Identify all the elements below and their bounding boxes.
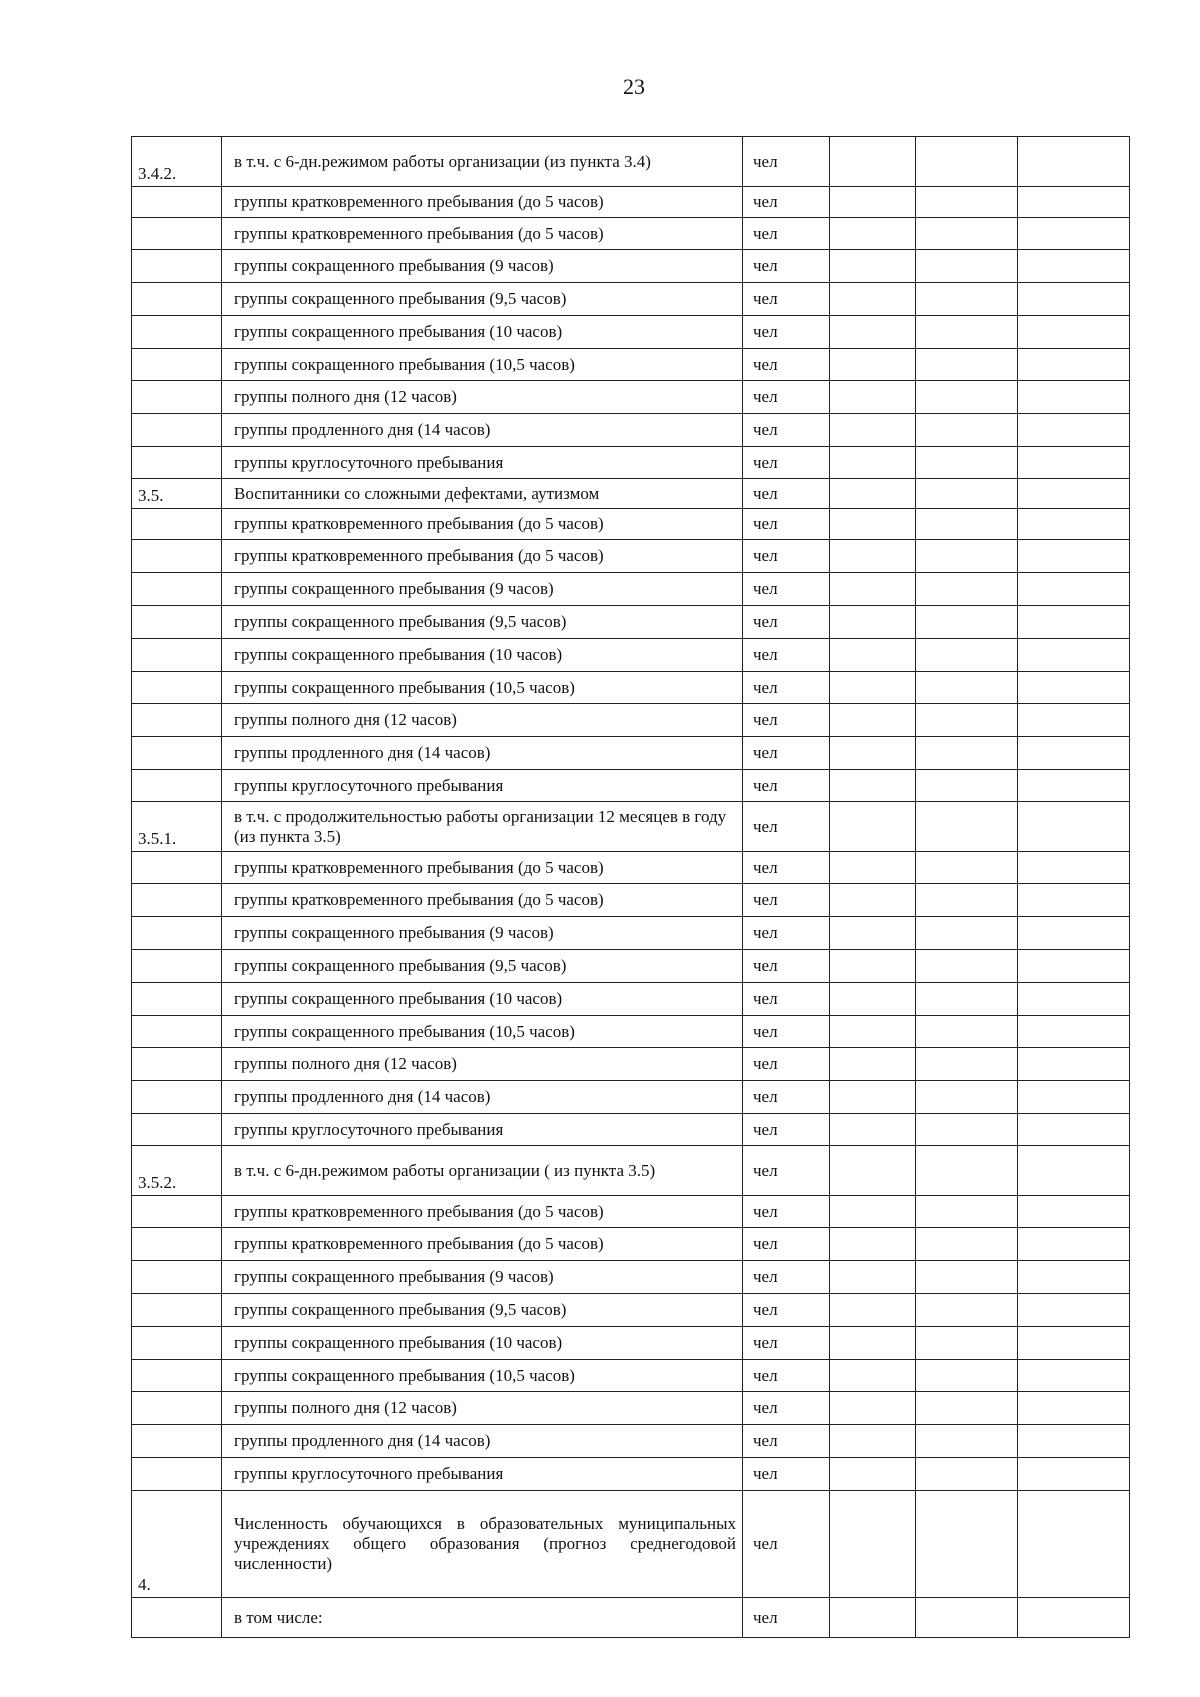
empty-value-cell bbox=[1018, 218, 1130, 250]
empty-value-cell bbox=[1018, 1458, 1130, 1491]
empty-value-cell bbox=[1018, 1081, 1130, 1114]
empty-value-cell bbox=[830, 639, 916, 672]
row-unit-cell: чел bbox=[743, 349, 830, 381]
row-unit-cell: чел bbox=[743, 447, 830, 479]
empty-value-cell bbox=[1018, 137, 1130, 187]
empty-value-cell bbox=[916, 573, 1018, 606]
row-unit-cell: чел bbox=[743, 704, 830, 737]
table-row bbox=[132, 316, 1130, 349]
row-number-cell bbox=[132, 218, 222, 250]
row-number-cell bbox=[132, 1458, 222, 1491]
table-row bbox=[132, 802, 1130, 852]
table-row bbox=[132, 283, 1130, 316]
empty-value-cell bbox=[1018, 414, 1130, 447]
table-row bbox=[132, 218, 1130, 250]
row-number-cell bbox=[132, 704, 222, 737]
row-number-cell bbox=[132, 852, 222, 884]
row-description-cell: группы сокращенного пребывания (10 часов) bbox=[222, 983, 743, 1016]
empty-value-cell bbox=[1018, 509, 1130, 540]
empty-value-cell bbox=[916, 187, 1018, 218]
table-row bbox=[132, 1392, 1130, 1425]
empty-value-cell bbox=[1018, 573, 1130, 606]
row-number-cell bbox=[132, 1196, 222, 1228]
page-number: 23 bbox=[623, 74, 645, 99]
table-row bbox=[132, 737, 1130, 770]
row-number-cell bbox=[132, 1048, 222, 1081]
row-description-cell: группы круглосуточного пребывания bbox=[222, 1458, 743, 1491]
empty-value-cell bbox=[916, 639, 1018, 672]
empty-value-cell bbox=[916, 540, 1018, 573]
row-description-cell: группы сокращенного пребывания (10 часов) bbox=[222, 639, 743, 672]
table-row bbox=[132, 1196, 1130, 1228]
empty-value-cell bbox=[916, 1491, 1018, 1598]
row-unit-cell: чел bbox=[743, 1081, 830, 1114]
row-unit-cell: чел bbox=[743, 1228, 830, 1261]
row-number-cell bbox=[132, 639, 222, 672]
table-row bbox=[132, 1114, 1130, 1146]
row-number-cell bbox=[132, 606, 222, 639]
empty-value-cell bbox=[916, 479, 1018, 509]
empty-value-cell bbox=[1018, 1425, 1130, 1458]
empty-value-cell bbox=[830, 447, 916, 479]
empty-value-cell bbox=[830, 540, 916, 573]
row-unit-cell: чел bbox=[743, 509, 830, 540]
row-description-cell: группы сокращенного пребывания (9,5 часов) bbox=[222, 283, 743, 316]
empty-value-cell bbox=[830, 1491, 916, 1598]
empty-value-cell bbox=[916, 1360, 1018, 1392]
row-unit-cell: чел bbox=[743, 884, 830, 917]
row-description-cell: группы кратковременного пребывания (до 5 часов) bbox=[222, 852, 743, 884]
empty-value-cell bbox=[1018, 672, 1130, 704]
table-row bbox=[132, 1598, 1130, 1638]
empty-value-cell bbox=[916, 1146, 1018, 1196]
table-row bbox=[132, 137, 1130, 187]
empty-value-cell bbox=[916, 218, 1018, 250]
empty-value-cell bbox=[1018, 479, 1130, 509]
table-row bbox=[132, 250, 1130, 283]
row-number-cell bbox=[132, 1392, 222, 1425]
row-number-cell: 3.5.2. bbox=[132, 1146, 222, 1196]
row-number-cell bbox=[132, 1598, 222, 1638]
empty-value-cell bbox=[830, 672, 916, 704]
empty-value-cell bbox=[1018, 1228, 1130, 1261]
table-row bbox=[132, 884, 1130, 917]
row-description-cell: группы продленного дня (14 часов) bbox=[222, 414, 743, 447]
row-number-cell bbox=[132, 1425, 222, 1458]
row-number-cell bbox=[132, 1016, 222, 1048]
row-description-cell: группы кратковременного пребывания (до 5 часов) bbox=[222, 509, 743, 540]
row-description-cell: группы круглосуточного пребывания bbox=[222, 770, 743, 802]
empty-value-cell bbox=[1018, 852, 1130, 884]
row-number-cell bbox=[132, 672, 222, 704]
row-description-cell: группы продленного дня (14 часов) bbox=[222, 1425, 743, 1458]
row-number-cell bbox=[132, 573, 222, 606]
row-unit-cell: чел bbox=[743, 414, 830, 447]
table-row bbox=[132, 852, 1130, 884]
empty-value-cell bbox=[830, 381, 916, 414]
row-description-cell: группы сокращенного пребывания (9,5 часов) bbox=[222, 606, 743, 639]
row-unit-cell: чел bbox=[743, 316, 830, 349]
empty-value-cell bbox=[916, 1294, 1018, 1327]
row-number-cell bbox=[132, 316, 222, 349]
empty-value-cell bbox=[1018, 770, 1130, 802]
table-row bbox=[132, 1261, 1130, 1294]
row-unit-cell: чел bbox=[743, 1491, 830, 1598]
row-unit-cell: чел bbox=[743, 540, 830, 573]
row-unit-cell: чел bbox=[743, 672, 830, 704]
empty-value-cell bbox=[830, 1261, 916, 1294]
table-row bbox=[132, 1327, 1130, 1360]
empty-value-cell bbox=[830, 414, 916, 447]
table-row bbox=[132, 414, 1130, 447]
empty-value-cell bbox=[1018, 983, 1130, 1016]
row-description-cell: группы сокращенного пребывания (10,5 часов) bbox=[222, 1360, 743, 1392]
table-row bbox=[132, 672, 1130, 704]
empty-value-cell bbox=[1018, 1146, 1130, 1196]
empty-value-cell bbox=[1018, 1048, 1130, 1081]
row-unit-cell: чел bbox=[743, 573, 830, 606]
empty-value-cell bbox=[1018, 737, 1130, 770]
empty-value-cell bbox=[1018, 1114, 1130, 1146]
row-description-cell: группы сокращенного пребывания (9 часов) bbox=[222, 250, 743, 283]
empty-value-cell bbox=[916, 950, 1018, 983]
table-row bbox=[132, 479, 1130, 509]
empty-value-cell bbox=[830, 1081, 916, 1114]
table-row bbox=[132, 983, 1130, 1016]
row-unit-cell: чел bbox=[743, 1294, 830, 1327]
row-unit-cell: чел bbox=[743, 479, 830, 509]
empty-value-cell bbox=[830, 737, 916, 770]
table-row bbox=[132, 917, 1130, 950]
empty-value-cell bbox=[830, 1598, 916, 1638]
empty-value-cell bbox=[830, 606, 916, 639]
row-number-cell bbox=[132, 1228, 222, 1261]
row-description-cell: группы круглосуточного пребывания bbox=[222, 1114, 743, 1146]
empty-value-cell bbox=[916, 283, 1018, 316]
row-number-cell: 3.5. bbox=[132, 479, 222, 509]
empty-value-cell bbox=[916, 349, 1018, 381]
empty-value-cell bbox=[916, 509, 1018, 540]
empty-value-cell bbox=[1018, 802, 1130, 852]
row-unit-cell: чел bbox=[743, 250, 830, 283]
row-number-cell bbox=[132, 509, 222, 540]
row-unit-cell: чел bbox=[743, 1016, 830, 1048]
empty-value-cell bbox=[830, 1016, 916, 1048]
row-number-cell bbox=[132, 187, 222, 218]
row-number-cell: 4. bbox=[132, 1491, 222, 1598]
empty-value-cell bbox=[1018, 639, 1130, 672]
empty-value-cell bbox=[916, 884, 1018, 917]
row-number-cell bbox=[132, 1360, 222, 1392]
empty-value-cell bbox=[1018, 187, 1130, 218]
row-unit-cell: чел bbox=[743, 1392, 830, 1425]
table-row bbox=[132, 447, 1130, 479]
row-number-cell bbox=[132, 1081, 222, 1114]
row-description-cell: группы сокращенного пребывания (10,5 часов) bbox=[222, 1016, 743, 1048]
row-number-cell bbox=[132, 414, 222, 447]
row-number-cell bbox=[132, 737, 222, 770]
empty-value-cell bbox=[830, 1228, 916, 1261]
empty-value-cell bbox=[916, 1598, 1018, 1638]
empty-value-cell bbox=[916, 1114, 1018, 1146]
empty-value-cell bbox=[830, 884, 916, 917]
empty-value-cell bbox=[1018, 704, 1130, 737]
empty-value-cell bbox=[830, 1360, 916, 1392]
table-row bbox=[132, 704, 1130, 737]
table-row bbox=[132, 1458, 1130, 1491]
indicators-table bbox=[131, 136, 1130, 1638]
row-number-cell: 3.4.2. bbox=[132, 137, 222, 187]
empty-value-cell bbox=[1018, 316, 1130, 349]
empty-value-cell bbox=[830, 1146, 916, 1196]
row-number-cell bbox=[132, 1261, 222, 1294]
table-row bbox=[132, 1491, 1130, 1598]
empty-value-cell bbox=[830, 283, 916, 316]
row-unit-cell: чел bbox=[743, 381, 830, 414]
empty-value-cell bbox=[916, 1458, 1018, 1491]
row-number-cell bbox=[132, 770, 222, 802]
table-row bbox=[132, 1016, 1130, 1048]
table-row bbox=[132, 1081, 1130, 1114]
row-description-cell: группы сокращенного пребывания (9 часов) bbox=[222, 573, 743, 606]
empty-value-cell bbox=[916, 1228, 1018, 1261]
empty-value-cell bbox=[1018, 1016, 1130, 1048]
row-description-cell: в т.ч. с 6-дн.режимом работы организации ( из пункта 3.5) bbox=[222, 1146, 743, 1196]
empty-value-cell bbox=[916, 802, 1018, 852]
row-description-cell: группы продленного дня (14 часов) bbox=[222, 737, 743, 770]
empty-value-cell bbox=[916, 250, 1018, 283]
empty-value-cell bbox=[830, 704, 916, 737]
empty-value-cell bbox=[830, 137, 916, 187]
empty-value-cell bbox=[916, 770, 1018, 802]
row-unit-cell: чел bbox=[743, 1425, 830, 1458]
empty-value-cell bbox=[830, 1425, 916, 1458]
row-description-cell: в т.ч. с продолжительностью работы организации 12 месяцев в году (из пункта 3.5) bbox=[222, 802, 743, 852]
empty-value-cell bbox=[830, 950, 916, 983]
row-unit-cell: чел bbox=[743, 1598, 830, 1638]
row-description-cell: группы полного дня (12 часов) bbox=[222, 1392, 743, 1425]
empty-value-cell bbox=[830, 316, 916, 349]
empty-value-cell bbox=[916, 1016, 1018, 1048]
table-row bbox=[132, 381, 1130, 414]
empty-value-cell bbox=[916, 316, 1018, 349]
row-unit-cell: чел bbox=[743, 737, 830, 770]
row-number-cell bbox=[132, 1114, 222, 1146]
row-description-cell: группы сокращенного пребывания (9 часов) bbox=[222, 1261, 743, 1294]
row-description-cell: Численность обучающихся в образовательных муниципальных учреждениях общего образования (прогноз среднегодовой численности) bbox=[222, 1491, 743, 1598]
row-description-cell: Воспитанники со сложными дефектами, аутизмом bbox=[222, 479, 743, 509]
row-number-cell bbox=[132, 250, 222, 283]
empty-value-cell bbox=[1018, 917, 1130, 950]
table-row bbox=[132, 349, 1130, 381]
empty-value-cell bbox=[830, 509, 916, 540]
empty-value-cell bbox=[830, 983, 916, 1016]
row-description-cell: группы кратковременного пребывания (до 5 часов) bbox=[222, 540, 743, 573]
row-description-cell: группы сокращенного пребывания (9,5 часов) bbox=[222, 950, 743, 983]
empty-value-cell bbox=[916, 1196, 1018, 1228]
empty-value-cell bbox=[830, 1114, 916, 1146]
empty-value-cell bbox=[916, 447, 1018, 479]
empty-value-cell bbox=[1018, 540, 1130, 573]
table-row bbox=[132, 1425, 1130, 1458]
table-row bbox=[132, 540, 1130, 573]
empty-value-cell bbox=[1018, 381, 1130, 414]
empty-value-cell bbox=[916, 137, 1018, 187]
row-unit-cell: чел bbox=[743, 1327, 830, 1360]
empty-value-cell bbox=[830, 852, 916, 884]
empty-value-cell bbox=[1018, 1294, 1130, 1327]
empty-value-cell bbox=[1018, 950, 1130, 983]
row-description-cell: группы сокращенного пребывания (10 часов) bbox=[222, 1327, 743, 1360]
empty-value-cell bbox=[916, 737, 1018, 770]
empty-value-cell bbox=[916, 1048, 1018, 1081]
empty-value-cell bbox=[1018, 606, 1130, 639]
empty-value-cell bbox=[830, 573, 916, 606]
empty-value-cell bbox=[830, 187, 916, 218]
row-unit-cell: чел bbox=[743, 606, 830, 639]
table-row bbox=[132, 1294, 1130, 1327]
row-description-cell: в том числе: bbox=[222, 1598, 743, 1638]
empty-value-cell bbox=[830, 250, 916, 283]
row-number-cell bbox=[132, 1327, 222, 1360]
table-row bbox=[132, 950, 1130, 983]
row-description-cell: группы полного дня (12 часов) bbox=[222, 1048, 743, 1081]
table-row bbox=[132, 1360, 1130, 1392]
row-number-cell bbox=[132, 283, 222, 316]
row-description-cell: группы сокращенного пребывания (9,5 часов) bbox=[222, 1294, 743, 1327]
row-unit-cell: чел bbox=[743, 1146, 830, 1196]
row-unit-cell: чел bbox=[743, 187, 830, 218]
empty-value-cell bbox=[1018, 447, 1130, 479]
table-body bbox=[132, 137, 1130, 1638]
empty-value-cell bbox=[830, 1294, 916, 1327]
row-unit-cell: чел bbox=[743, 1196, 830, 1228]
empty-value-cell bbox=[830, 218, 916, 250]
table-row bbox=[132, 187, 1130, 218]
empty-value-cell bbox=[830, 802, 916, 852]
row-description-cell: группы полного дня (12 часов) bbox=[222, 704, 743, 737]
row-unit-cell: чел bbox=[743, 802, 830, 852]
row-description-cell: группы сокращенного пребывания (9 часов) bbox=[222, 917, 743, 950]
row-number-cell bbox=[132, 540, 222, 573]
row-description-cell: группы сокращенного пребывания (10,5 часов) bbox=[222, 672, 743, 704]
row-description-cell: группы кратковременного пребывания (до 5 часов) bbox=[222, 1196, 743, 1228]
empty-value-cell bbox=[916, 852, 1018, 884]
row-number-cell bbox=[132, 1294, 222, 1327]
row-number-cell bbox=[132, 447, 222, 479]
empty-value-cell bbox=[830, 1048, 916, 1081]
row-description-cell: группы полного дня (12 часов) bbox=[222, 381, 743, 414]
empty-value-cell bbox=[916, 1261, 1018, 1294]
table-row bbox=[132, 1146, 1130, 1196]
empty-value-cell bbox=[1018, 1327, 1130, 1360]
empty-value-cell bbox=[916, 1392, 1018, 1425]
row-number-cell bbox=[132, 983, 222, 1016]
row-unit-cell: чел bbox=[743, 137, 830, 187]
table-row bbox=[132, 1048, 1130, 1081]
row-description-cell: группы кратковременного пребывания (до 5 часов) bbox=[222, 884, 743, 917]
row-unit-cell: чел bbox=[743, 639, 830, 672]
row-unit-cell: чел bbox=[743, 283, 830, 316]
row-unit-cell: чел bbox=[743, 218, 830, 250]
row-description-cell: группы круглосуточного пребывания bbox=[222, 447, 743, 479]
row-unit-cell: чел bbox=[743, 1114, 830, 1146]
empty-value-cell bbox=[916, 381, 1018, 414]
empty-value-cell bbox=[1018, 1360, 1130, 1392]
empty-value-cell bbox=[916, 414, 1018, 447]
row-unit-cell: чел bbox=[743, 1048, 830, 1081]
empty-value-cell bbox=[916, 1081, 1018, 1114]
table-row bbox=[132, 639, 1130, 672]
empty-value-cell bbox=[830, 1458, 916, 1491]
table-row bbox=[132, 509, 1130, 540]
empty-value-cell bbox=[830, 349, 916, 381]
table-row bbox=[132, 770, 1130, 802]
row-unit-cell: чел bbox=[743, 1458, 830, 1491]
row-description-cell: группы кратковременного пребывания (до 5 часов) bbox=[222, 1228, 743, 1261]
empty-value-cell bbox=[1018, 1598, 1130, 1638]
table-row bbox=[132, 1228, 1130, 1261]
row-description-cell: группы продленного дня (14 часов) bbox=[222, 1081, 743, 1114]
empty-value-cell bbox=[830, 1392, 916, 1425]
row-description-cell: в т.ч. с 6-дн.режимом работы организации (из пункта 3.4) bbox=[222, 137, 743, 187]
empty-value-cell bbox=[830, 1196, 916, 1228]
empty-value-cell bbox=[1018, 1196, 1130, 1228]
row-number-cell bbox=[132, 381, 222, 414]
row-number-cell bbox=[132, 917, 222, 950]
row-number-cell: 3.5.1. bbox=[132, 802, 222, 852]
row-description-cell: группы сокращенного пребывания (10,5 часов) bbox=[222, 349, 743, 381]
empty-value-cell bbox=[1018, 1261, 1130, 1294]
row-number-cell bbox=[132, 349, 222, 381]
row-unit-cell: чел bbox=[743, 1261, 830, 1294]
empty-value-cell bbox=[916, 917, 1018, 950]
empty-value-cell bbox=[1018, 884, 1130, 917]
row-unit-cell: чел bbox=[743, 950, 830, 983]
empty-value-cell bbox=[916, 983, 1018, 1016]
empty-value-cell bbox=[1018, 1392, 1130, 1425]
row-unit-cell: чел bbox=[743, 852, 830, 884]
row-unit-cell: чел bbox=[743, 917, 830, 950]
row-description-cell: группы кратковременного пребывания (до 5 часов) bbox=[222, 187, 743, 218]
row-description-cell: группы кратковременного пребывания (до 5 часов) bbox=[222, 218, 743, 250]
row-description-cell: группы сокращенного пребывания (10 часов) bbox=[222, 316, 743, 349]
table-row bbox=[132, 573, 1130, 606]
empty-value-cell bbox=[916, 1327, 1018, 1360]
empty-value-cell bbox=[830, 770, 916, 802]
empty-value-cell bbox=[916, 672, 1018, 704]
row-number-cell bbox=[132, 950, 222, 983]
table-row bbox=[132, 606, 1130, 639]
row-number-cell bbox=[132, 884, 222, 917]
empty-value-cell bbox=[830, 479, 916, 509]
empty-value-cell bbox=[1018, 1491, 1130, 1598]
row-unit-cell: чел bbox=[743, 983, 830, 1016]
empty-value-cell bbox=[1018, 250, 1130, 283]
empty-value-cell bbox=[1018, 283, 1130, 316]
empty-value-cell bbox=[916, 1425, 1018, 1458]
empty-value-cell bbox=[830, 917, 916, 950]
empty-value-cell bbox=[916, 606, 1018, 639]
row-unit-cell: чел bbox=[743, 1360, 830, 1392]
empty-value-cell bbox=[916, 704, 1018, 737]
row-unit-cell: чел bbox=[743, 770, 830, 802]
empty-value-cell bbox=[830, 1327, 916, 1360]
empty-value-cell bbox=[1018, 349, 1130, 381]
